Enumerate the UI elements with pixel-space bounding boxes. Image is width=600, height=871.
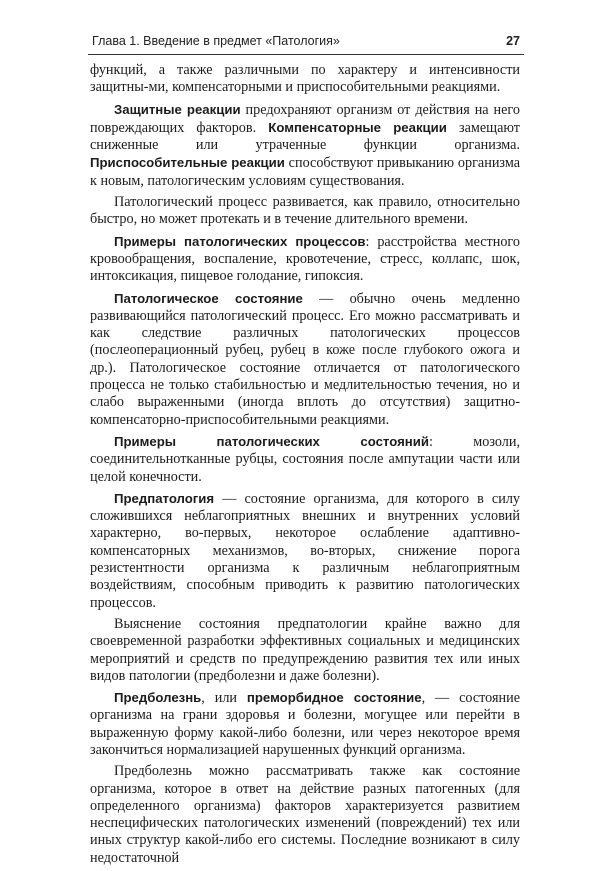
term-compensatory-reactions: Компенсаторные реакции (268, 119, 447, 135)
page-number: 27 (506, 34, 520, 48)
paragraph-8 (90, 616, 520, 685)
term-process-examples: Примеры патологических процессов (114, 233, 366, 249)
paragraph-10 (90, 763, 520, 867)
paragraph-1 (90, 62, 520, 97)
running-head (88, 34, 524, 52)
paragraph-6-text: : мозоли, соединительнотканные рубцы, состояния после ампутации части или целой конечности. (90, 433, 520, 485)
paragraph-2 (90, 101, 520, 190)
paragraph-9-text-1: , или (201, 690, 247, 707)
paragraph-6 (90, 433, 520, 486)
term-adaptive-reactions: Приспособительные реакции (90, 155, 285, 171)
paragraph-7 (90, 490, 520, 612)
paragraph-2-text-1: предохраняют организм от действия на него повреждающих факторов. (90, 101, 520, 136)
paragraph-10-text: Предболезнь можно рассматривать также как состояние организма, которое в ответ на действие разных патогенных (для определенного организма) факторов характеризуется развитием неспецифических патологических изменений (повреждений) тех или иных структур какой-либо его системы. Последние возникают в силу недостаточной (90, 763, 520, 866)
paragraph-2-text-3: способствуют привыканию организма к новым, патологическим условиям существования. (90, 155, 520, 189)
term-protective-reactions: Защитные реакции (114, 101, 241, 117)
paragraph-4-text: : расстройства местного кровообращения, воспаление, кровотечение, стресс, коллапс, шок, интоксикация, пищевое голодание, гипоксия. (90, 233, 520, 285)
paragraph-4 (90, 233, 520, 286)
paragraph-5-text: — обычно очень медленно развивающийся патологический процесс. Его можно рассматривать и как следствие различных патологических процессов (послеоперационный рубец, рубец в коже после глубокого ожога и др.). Патологическое состояние отличается от патологического процесса не только стабильностью и медлительностью течения, но и слабо выраженными (иногда вплоть до отсутствия) защитно-компенсаторно-приспособительными реакциями. (90, 290, 520, 428)
paragraph-3-text: Патологический процесс развивается, как правило, относительно быстро, но может протекать и в течение длительного времени. (90, 194, 520, 228)
paragraph-9 (90, 689, 520, 759)
term-prepathology: Предпатология (114, 490, 215, 506)
chapter-title: Глава 1. Введение в предмет «Патология» (92, 34, 340, 48)
term-state-examples: Примеры патологических состояний (114, 433, 429, 449)
paragraph-5 (90, 290, 520, 429)
term-premorbid-state: преморбидное состояние (246, 690, 422, 706)
paragraph-7-text: — состояние организма, для которого в силу сложившихся неблагоприятных внешних и внутренних условий характерно, во-первых, некоторое ослабление адаптивно-компенсаторных механизмов, во-вторых, снижение порога резистентности организма к различным неблагоприятным воздействиям, способным приводить к развитию патологических процессов. (90, 490, 520, 611)
term-pathological-state: Патологическое состояние (114, 290, 303, 306)
header-rule (88, 54, 524, 55)
paragraph-1-text: функций, а также различными по характеру и интенсивности защитны-ми, компенсаторными и приспособительными реакциями. (90, 62, 520, 96)
paragraph-3 (90, 194, 520, 229)
term-predisease: Предболезнь (114, 690, 202, 706)
paragraph-8-text: Выяснение состояния предпатологии крайне важно для своевременной разработки эффективных социальных и медицинских мероприятий и средств по предупреждению развития тех или иных видов патологии (предболезни и даже болезни). (90, 615, 520, 684)
paragraph-2-text-2: замещают сниженные или утраченные функции организма. (90, 119, 520, 154)
paragraph-9-text-2: , — состояние организма на грани здоровья и болезни, могущее или перейти в выраженную форму какой-либо болезни, или через некоторое время закончиться нормализацией нарушенных функций организма. (90, 690, 520, 758)
